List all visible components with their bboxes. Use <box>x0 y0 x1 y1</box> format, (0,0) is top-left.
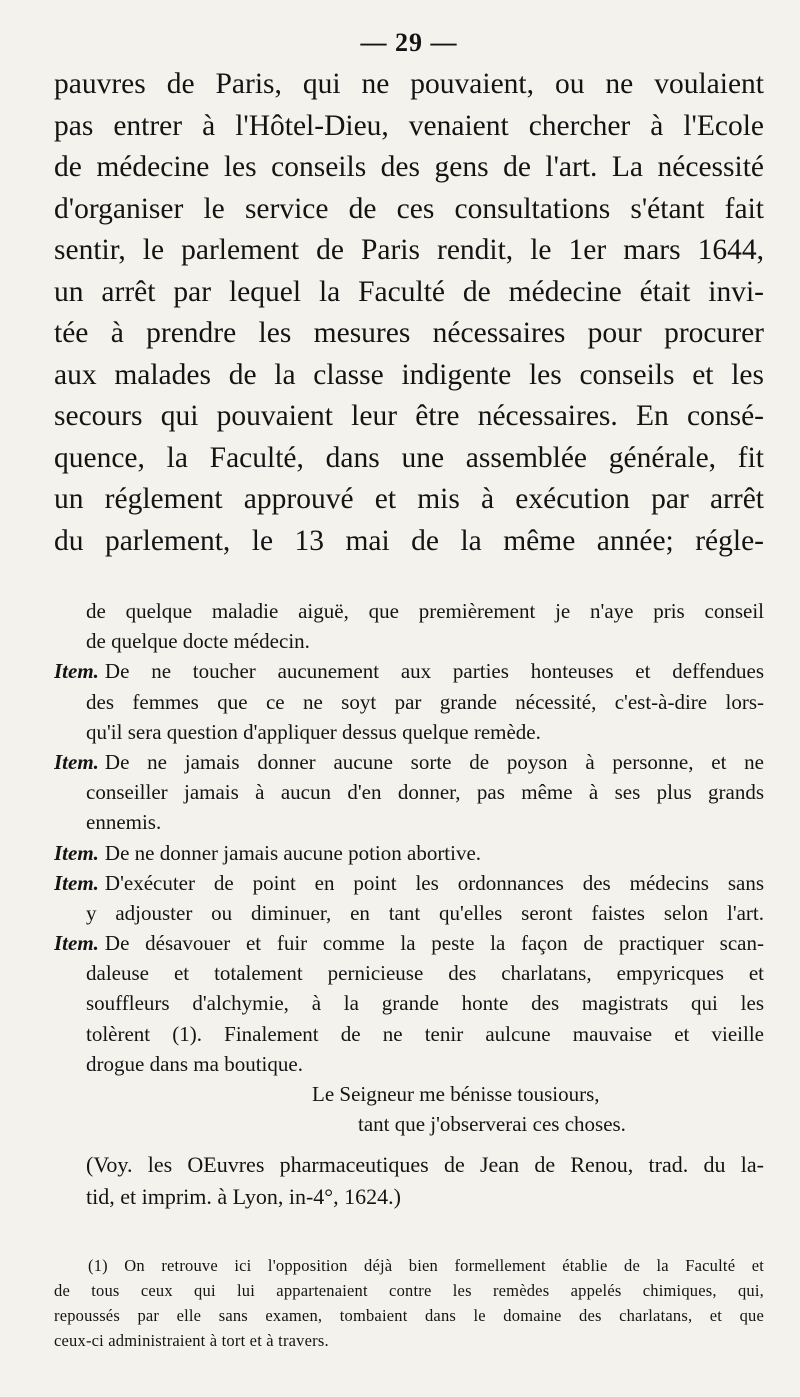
footnote-line: repoussés par elle sans examen, tombaient dans le domaine des charlatans, et que <box>54 1306 764 1326</box>
oath-quote <box>54 596 764 1139</box>
quote-line: de quelque maladie aiguë, que premièrement je n'aye pris conseil <box>86 599 764 623</box>
quote-line: des femmes que ce ne soyt par grande nécessité, c'est-à-dire lors- <box>86 689 764 714</box>
footnote-line: (1) On retrouve ici l'opposition déjà bien formellement établie de la Faculté et <box>88 1256 764 1276</box>
quote-item-text: De ne toucher aucunement aux parties honteuses et deffendues <box>104 659 764 684</box>
quote-item <box>54 838 764 868</box>
main-text-line: de médecine les conseils des gens de l'art. La nécessité <box>54 151 764 183</box>
reference-line: (Voy. les OEuvres pharmaceutiques de Jean de Renou, trad. du la- <box>86 1152 764 1178</box>
main-text-line: aux malades de la classe indigente les conseils et les <box>54 358 764 391</box>
quote-item-text: D'exécuter de point en point les ordonnances des médecins sans <box>104 870 764 895</box>
quote-item-text: De ne donner jamais aucune potion abortive. <box>104 840 482 865</box>
quote-item-text: De ne jamais donner aucune sorte de poyson à personne, et ne <box>104 749 764 774</box>
page-number: — 29 — <box>360 28 458 57</box>
main-text-line: sentir, le parlement de Paris rendit, le 1er mars 1644, <box>54 234 764 266</box>
quote-item <box>54 747 764 777</box>
main-text-line: secours qui pouvaient leur être nécessaires. En consé- <box>54 400 764 432</box>
quote-line: y adjouster ou diminuer, en tant qu'elles seront faistes selon l'art. <box>86 900 764 925</box>
item-label: Item. <box>54 931 99 956</box>
main-text-line: un arrêt par lequel la Faculté de médecine était invi- <box>54 275 764 308</box>
quote-line: qu'il sera question d'appliquer dessus quelque remède. <box>86 719 541 744</box>
signature-line: Le Seigneur me bénisse tousiours, <box>312 1082 600 1106</box>
main-text-line: quence, la Faculté, dans une assemblée générale, fit <box>54 441 764 474</box>
quote-line: de quelque docte médecin. <box>86 629 310 654</box>
item-label: Item. <box>54 659 99 684</box>
main-text-line: tée à prendre les mesures nécessaires pour procurer <box>54 317 764 349</box>
item-label: Item. <box>54 749 99 774</box>
quote-line: tolèrent (1). Finalement de ne tenir aulcune mauvaise et vieille <box>86 1021 764 1046</box>
footnote-line: de tous ceux qui lui appartenaient contre les remèdes appelés chimiques, qui, <box>54 1281 764 1301</box>
footnote-line: ceux-ci administraient à tort et à travers. <box>54 1331 329 1351</box>
main-text-line: un réglement approuvé et mis à exécution par arrêt <box>54 483 764 515</box>
quote-line: drogue dans ma boutique. <box>86 1051 303 1076</box>
quote-line: conseiller jamais à aucun d'en donner, pas même à ses plus grands <box>86 780 764 805</box>
main-text-line: pauvres de Paris, qui ne pouvaient, ou ne voulaient <box>54 68 764 100</box>
main-text-line: d'organiser le service de ces consultations s'étant fait <box>54 192 764 225</box>
quote-item-text: De désavouer et fuir comme la peste la façon de practiquer scan- <box>104 931 764 956</box>
quote-item <box>54 656 764 686</box>
quote-line: daleuse et totalement pernicieuse des charlatans, empyricques et <box>86 961 764 986</box>
quote-line: ennemis. <box>86 810 162 835</box>
item-label: Item. <box>54 870 99 895</box>
main-text-line: pas entrer à l'Hôtel-Dieu, venaient chercher à l'Ecole <box>54 109 764 142</box>
main-text <box>54 64 764 562</box>
reference-line: tid, et imprim. à Lyon, in-4°, 1624.) <box>86 1184 401 1210</box>
signature <box>54 1079 764 1139</box>
main-text-line: du parlement, le 13 mai de la même année; régle- <box>54 524 764 557</box>
reference-note <box>54 1149 764 1213</box>
footnote <box>54 1253 764 1353</box>
item-label: Item. <box>54 840 99 865</box>
quote-line: souffleurs d'alchymie, à la grande honte des magistrats qui les <box>86 991 764 1016</box>
quote-item <box>54 868 764 898</box>
quote-item <box>54 928 764 958</box>
signature-line: tant que j'observerai ces choses. <box>358 1112 626 1137</box>
